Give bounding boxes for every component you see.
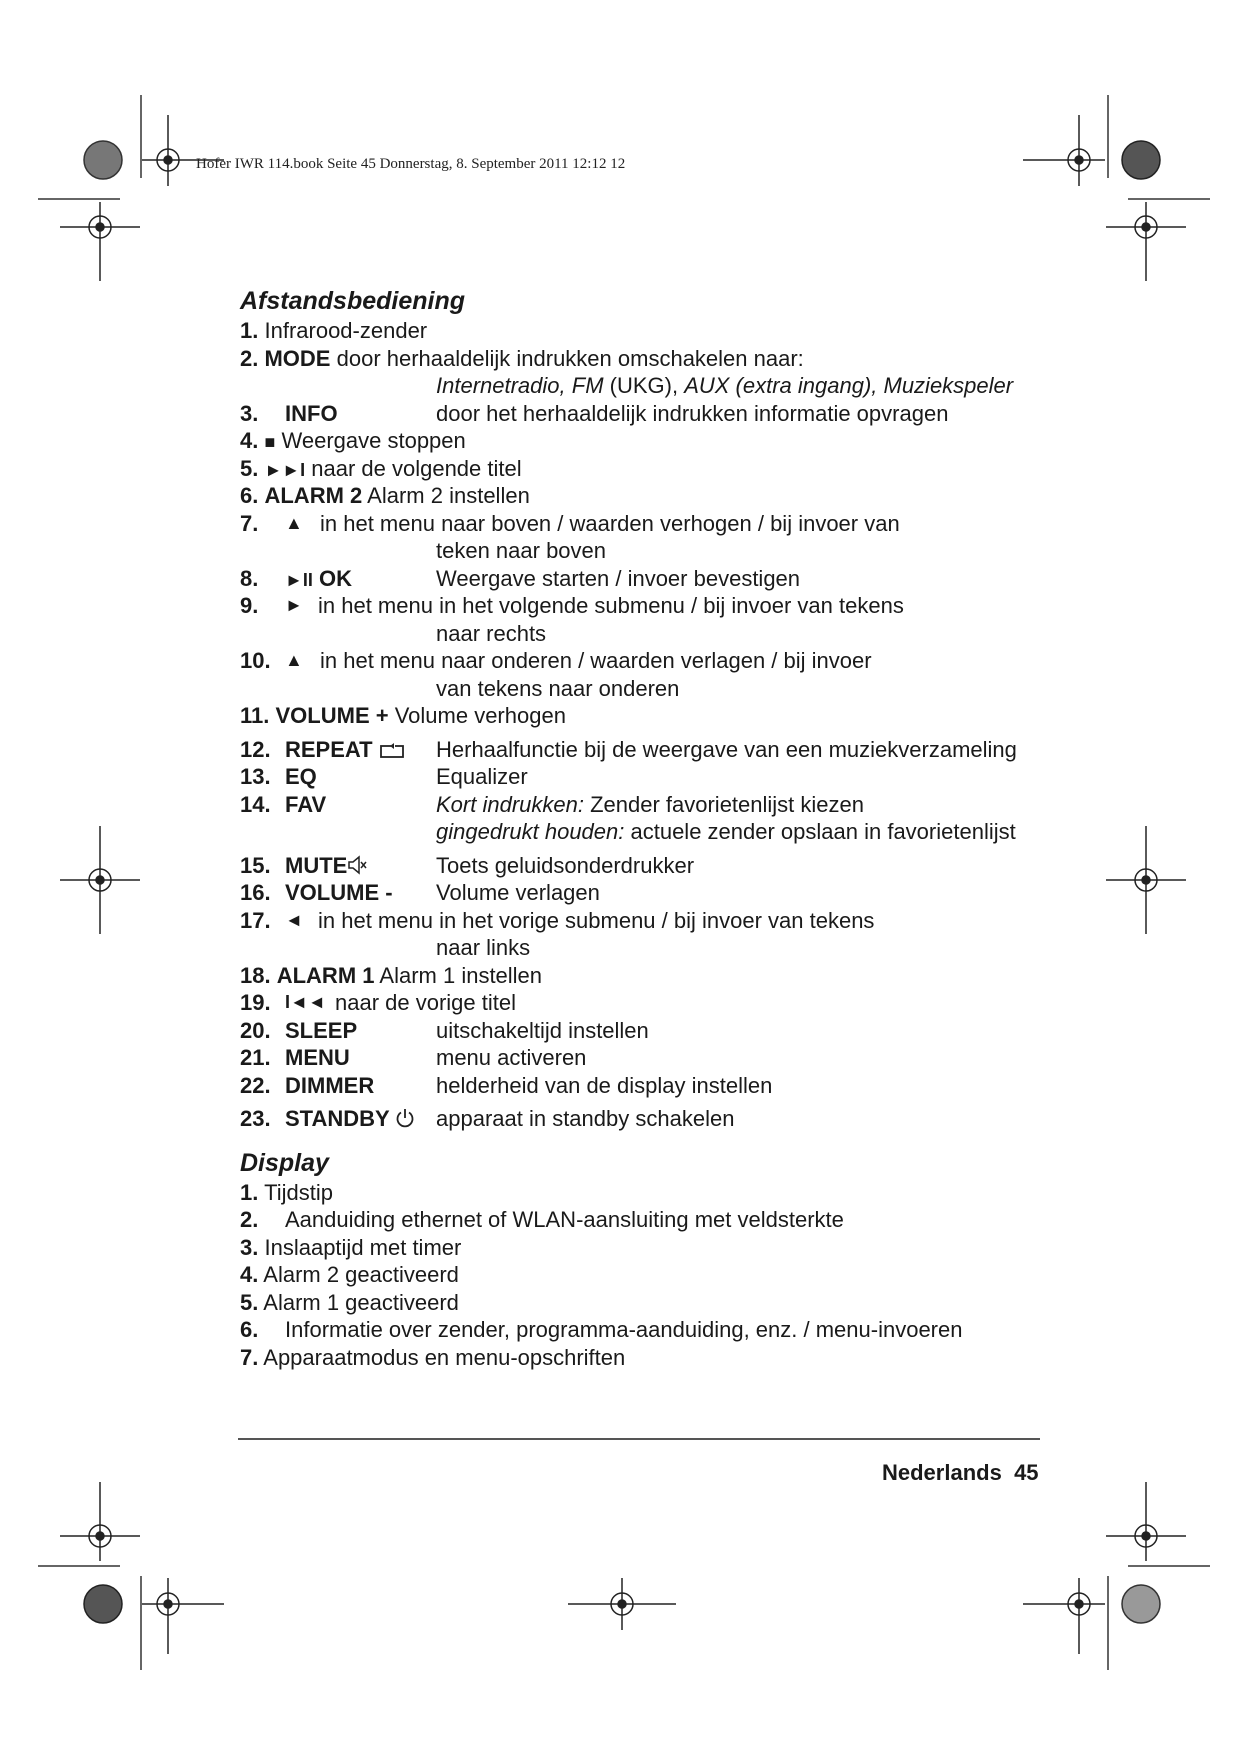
list-item: 23. STANDBY apparaat in standby schakelen (240, 1106, 735, 1131)
stop-icon: ■ (264, 432, 276, 452)
list-item: 15. MUTE Toets geluidsonderdrukker (240, 852, 695, 878)
list-item: 5. ►►I naar de volgende titel (240, 455, 522, 481)
list-item: 1. Tijdstip (240, 1179, 333, 1205)
list-item: 20. SLEEP uitschakeltijd instellen (240, 1017, 649, 1043)
list-item-continuation: gingedrukt houden: actuele zender opslaan in favorietenlijst (436, 819, 1016, 844)
list-item: 5. Alarm 1 geactiveerd (240, 1289, 459, 1315)
arrow-left-icon: ◄ (285, 909, 303, 930)
power-icon (395, 1108, 415, 1128)
list-item: 4. ■ Weergave stoppen (240, 428, 466, 453)
list-item-continuation: Internetradio, FM (UKG), AUX (extra ingang), Muziekspeler (436, 373, 1014, 398)
list-item: 16. VOLUME - Volume verlagen (240, 880, 600, 905)
section-title-display: Display (240, 1148, 329, 1177)
previous-track-icon: I◄◄ (285, 992, 326, 1012)
next-track-icon: ►►I (264, 459, 306, 480)
list-item: 12. REPEAT Herhaalfunctie bij de weergave van een muziekverzameling (240, 736, 1017, 762)
play-pause-icon: ►II (285, 569, 313, 590)
list-item: 21. MENU menu activeren (240, 1045, 587, 1070)
section-title-remote: Afstandsbediening (240, 287, 466, 315)
list-item: 9. ► in het menu in het volgende submenu / bij invoer van tekens (240, 593, 904, 618)
list-item: 13. EQ Equalizer (240, 764, 528, 789)
print-header: Hofer IWR 114.book Seite 45 Donnerstag, 8. September 2011 12:12 12 (196, 156, 626, 172)
list-item-continuation: teken naar boven (436, 538, 607, 563)
list-item: 7. ▲ in het menu naar boven / waarden verhogen / bij invoer van (240, 510, 900, 536)
list-item: 19. I◄◄ naar de vorige titel (240, 990, 516, 1015)
list-item: 7. Apparaatmodus en menu-opschriften (240, 1344, 626, 1370)
footer-divider (238, 1438, 1040, 1440)
list-item: 14. FAV Kort indrukken: Zender favorietenlijst kiezen (240, 791, 864, 817)
list-item: 22. DIMMER helderheid van de display instellen (240, 1072, 773, 1098)
arrow-up-icon: ▲ (285, 650, 303, 670)
arrow-up-icon: ▲ (285, 512, 303, 533)
repeat-icon (379, 741, 405, 759)
list-item: 6. ALARM 2 Alarm 2 instellen (240, 483, 530, 508)
list-item: 18. ALARM 1 Alarm 1 instellen (240, 962, 543, 988)
page-content (240, 285, 1040, 1371)
mute-speaker-icon (347, 855, 367, 875)
list-item-continuation: van tekens naar onderen (436, 675, 680, 701)
list-item: 3. Inslaaptijd met timer (240, 1234, 462, 1260)
list-item: 8. ►II OK Weergave starten / invoer bevestigen (240, 565, 801, 591)
list-item: 2. Aanduiding ethernet of WLAN-aansluiting met veldsterkte (240, 1207, 844, 1232)
page-number: 45 (1014, 1460, 1039, 1485)
list-item: 17. ◄ in het menu in het vorige submenu / bij invoer van tekens (240, 907, 875, 933)
list-item: 4. Alarm 2 geactiveerd (240, 1262, 459, 1287)
list-item: 3. INFO door het herhaaldelijk indrukken informatie opvragen (240, 400, 949, 426)
list-item: 1. Infrarood-zender (240, 318, 428, 343)
list-item: 2. MODE door herhaaldelijk indrukken omschakelen naar: (240, 345, 804, 371)
arrow-right-icon: ► (285, 595, 303, 615)
list-item: 10. ▲ in het menu naar onderen / waarden verlagen / bij invoer (240, 648, 872, 673)
page-footer (882, 1460, 1039, 1486)
list-item-continuation: naar rechts (436, 620, 547, 646)
footer-language: Nederlands (882, 1460, 1002, 1485)
list-item: 6. Informatie over zender, programma-aanduiding, enz. / menu-invoeren (240, 1317, 963, 1342)
list-item: 11. VOLUME + Volume verhogen (240, 703, 566, 728)
list-item-continuation: naar links (436, 935, 531, 960)
